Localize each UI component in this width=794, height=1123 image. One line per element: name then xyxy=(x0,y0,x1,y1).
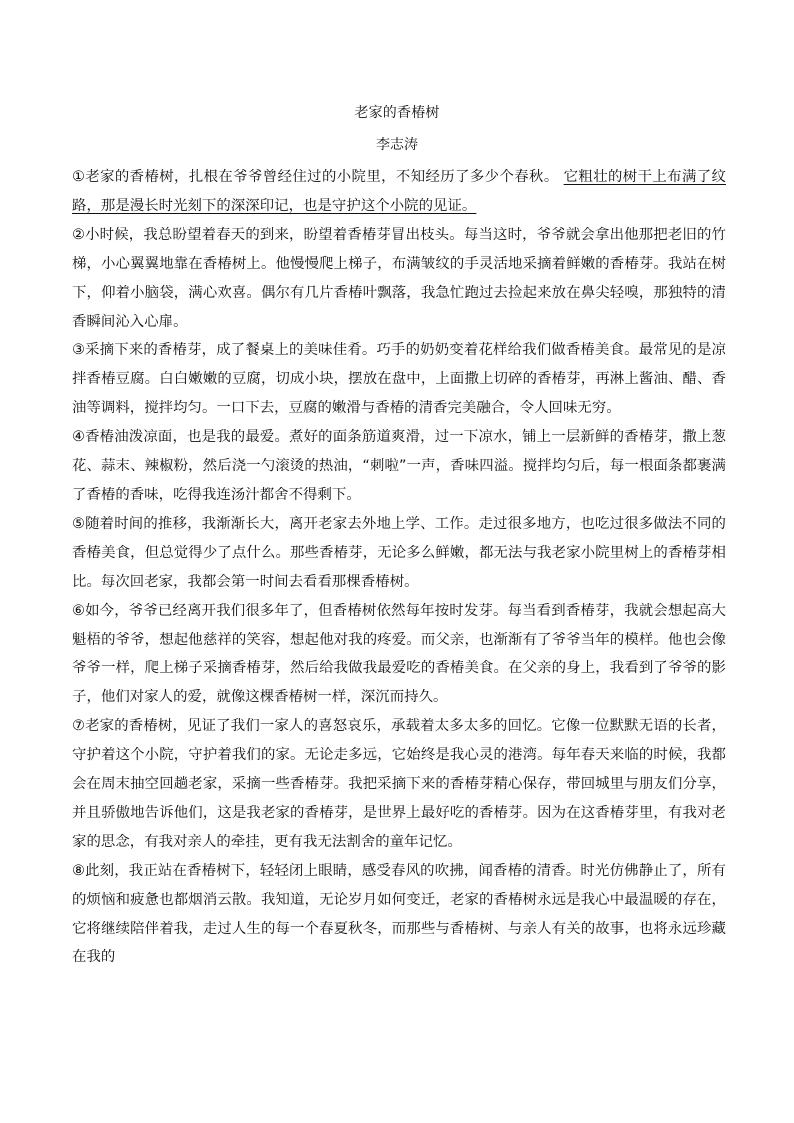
paragraph-7: ⑦老家的香椿树，见证了我们一家人的喜怒哀乐，承载着太多太多的回忆。它像一位默默无语的长者，守护着这个小院，守护着我们的家。无论走多远，它始终是我心灵的港湾。每年春天来临的时候，我都会在周末抽空回趟老家，采摘一些香椿芽。我把采摘下来的香椿芽精心保存，带回城里与朋友们分享，并且骄傲地告诉他们，这是我老家的香椿芽，是世界上最好吃的香椿芽。因为在这香椿芽里，有我对老家的思念，有我对亲人的牵挂，更有我无法割舍的童年记忆。 xyxy=(72,718,726,850)
paragraph-4: ④香椿油泼凉面，也是我的最爱。煮好的面条筋道爽滑，过一下凉水，铺上一层新鲜的香椿芽，撒上葱花、蒜末、辣椒粉，然后浇一勺滚烫的热油，“刺啦”一声，香味四溢。搅拌均匀后，每一根面条都裹满了香椿的香味，吃得我连汤汁都舍不得剩下。 xyxy=(72,429,726,503)
paragraph-2: ②小时候，我总盼望着春天的到来，盼望着香椿芽冒出枝头。每当这时，爷爷就会拿出他那把老旧的竹梯，小心翼翼地靠在香椿树上。他慢慢爬上梯子，布满皱纹的手灵活地采摘着鲜嫩的香椿芽。我站在树下，仰着小脑袋，满心欢喜。偶尔有几片香椿叶飘落，我急忙跑过去捡起来放在鼻尖轻嗅，那独特的清香瞬间沁入心扉。 xyxy=(72,226,726,330)
article-body xyxy=(72,163,726,972)
paragraph-1-text: ①老家的香椿树，扎根在爷爷曾经住过的小院里，不知经历了多少个春秋。 xyxy=(72,169,564,185)
paragraph-3: ③采摘下来的香椿芽，成了餐桌上的美味佳肴。巧手的奶奶变着花样给我们做香椿美食。最常见的是凉拌香椿豆腐。白白嫩嫩的豆腐，切成小块，摆放在盘中，上面撒上切碎的香椿芽，再淋上酱油、醋、香油等调料，搅拌均匀。一口下去，豆腐的嫩滑与香椿的清香完美融合，令人回味无穷。 xyxy=(72,342,726,417)
underlined-sentence: 它粗壮的树干上布满了纹路，那是漫长时光刻下的深深印记，也是守护这个小院的见证。 xyxy=(72,169,726,214)
paragraph-6: ⑥如今，爷爷已经离开我们很多年了，但香椿树依然每年按时发芽。每当看到香椿芽，我就会想起高大魁梧的爷爷，想起他慈祥的笑容，想起他对我的疼爱。而父亲，也渐渐有了爷爷当年的模样。他也会像爷爷一样，爬上梯子采摘香椿芽，然后给我做我最爱吃的香椿美食。在父亲的身上，我看到了爷爷的影子，他们对家人的爱，就像这棵香椿树一样，深沉而持久。 xyxy=(72,602,726,706)
article-author: 李志涛 xyxy=(376,137,418,153)
paragraph-1 xyxy=(72,163,726,221)
article-title: 老家的香椿树 xyxy=(354,105,440,121)
paragraph-5: ⑤随着时间的推移，我渐渐长大，离开老家去外地上学、工作。走过很多地方，也吃过很多做法不同的香椿美食，但总觉得少了点什么。那些香椿芽，无论多么鲜嫩，都无法与我老家小院里树上的香椿芽相比。每次回老家，我都会第一时间去看看那棵香椿树。 xyxy=(72,515,726,590)
paragraph-8: ⑧此刻，我正站在香椿树下，轻轻闭上眼睛，感受春风的吹拂，闻香椿的清香。时光仿佛静止了，所有的烦恼和疲惫也都烟消云散。我知道，无论岁月如何变迁，老家的香椿树永远是我心中最温暖的存在，它将继续陪伴着我，走过人生的每一个春夏秋冬，而那些与香椿树、与亲人有关的故事，也将永远珍藏在我的 xyxy=(72,862,726,966)
